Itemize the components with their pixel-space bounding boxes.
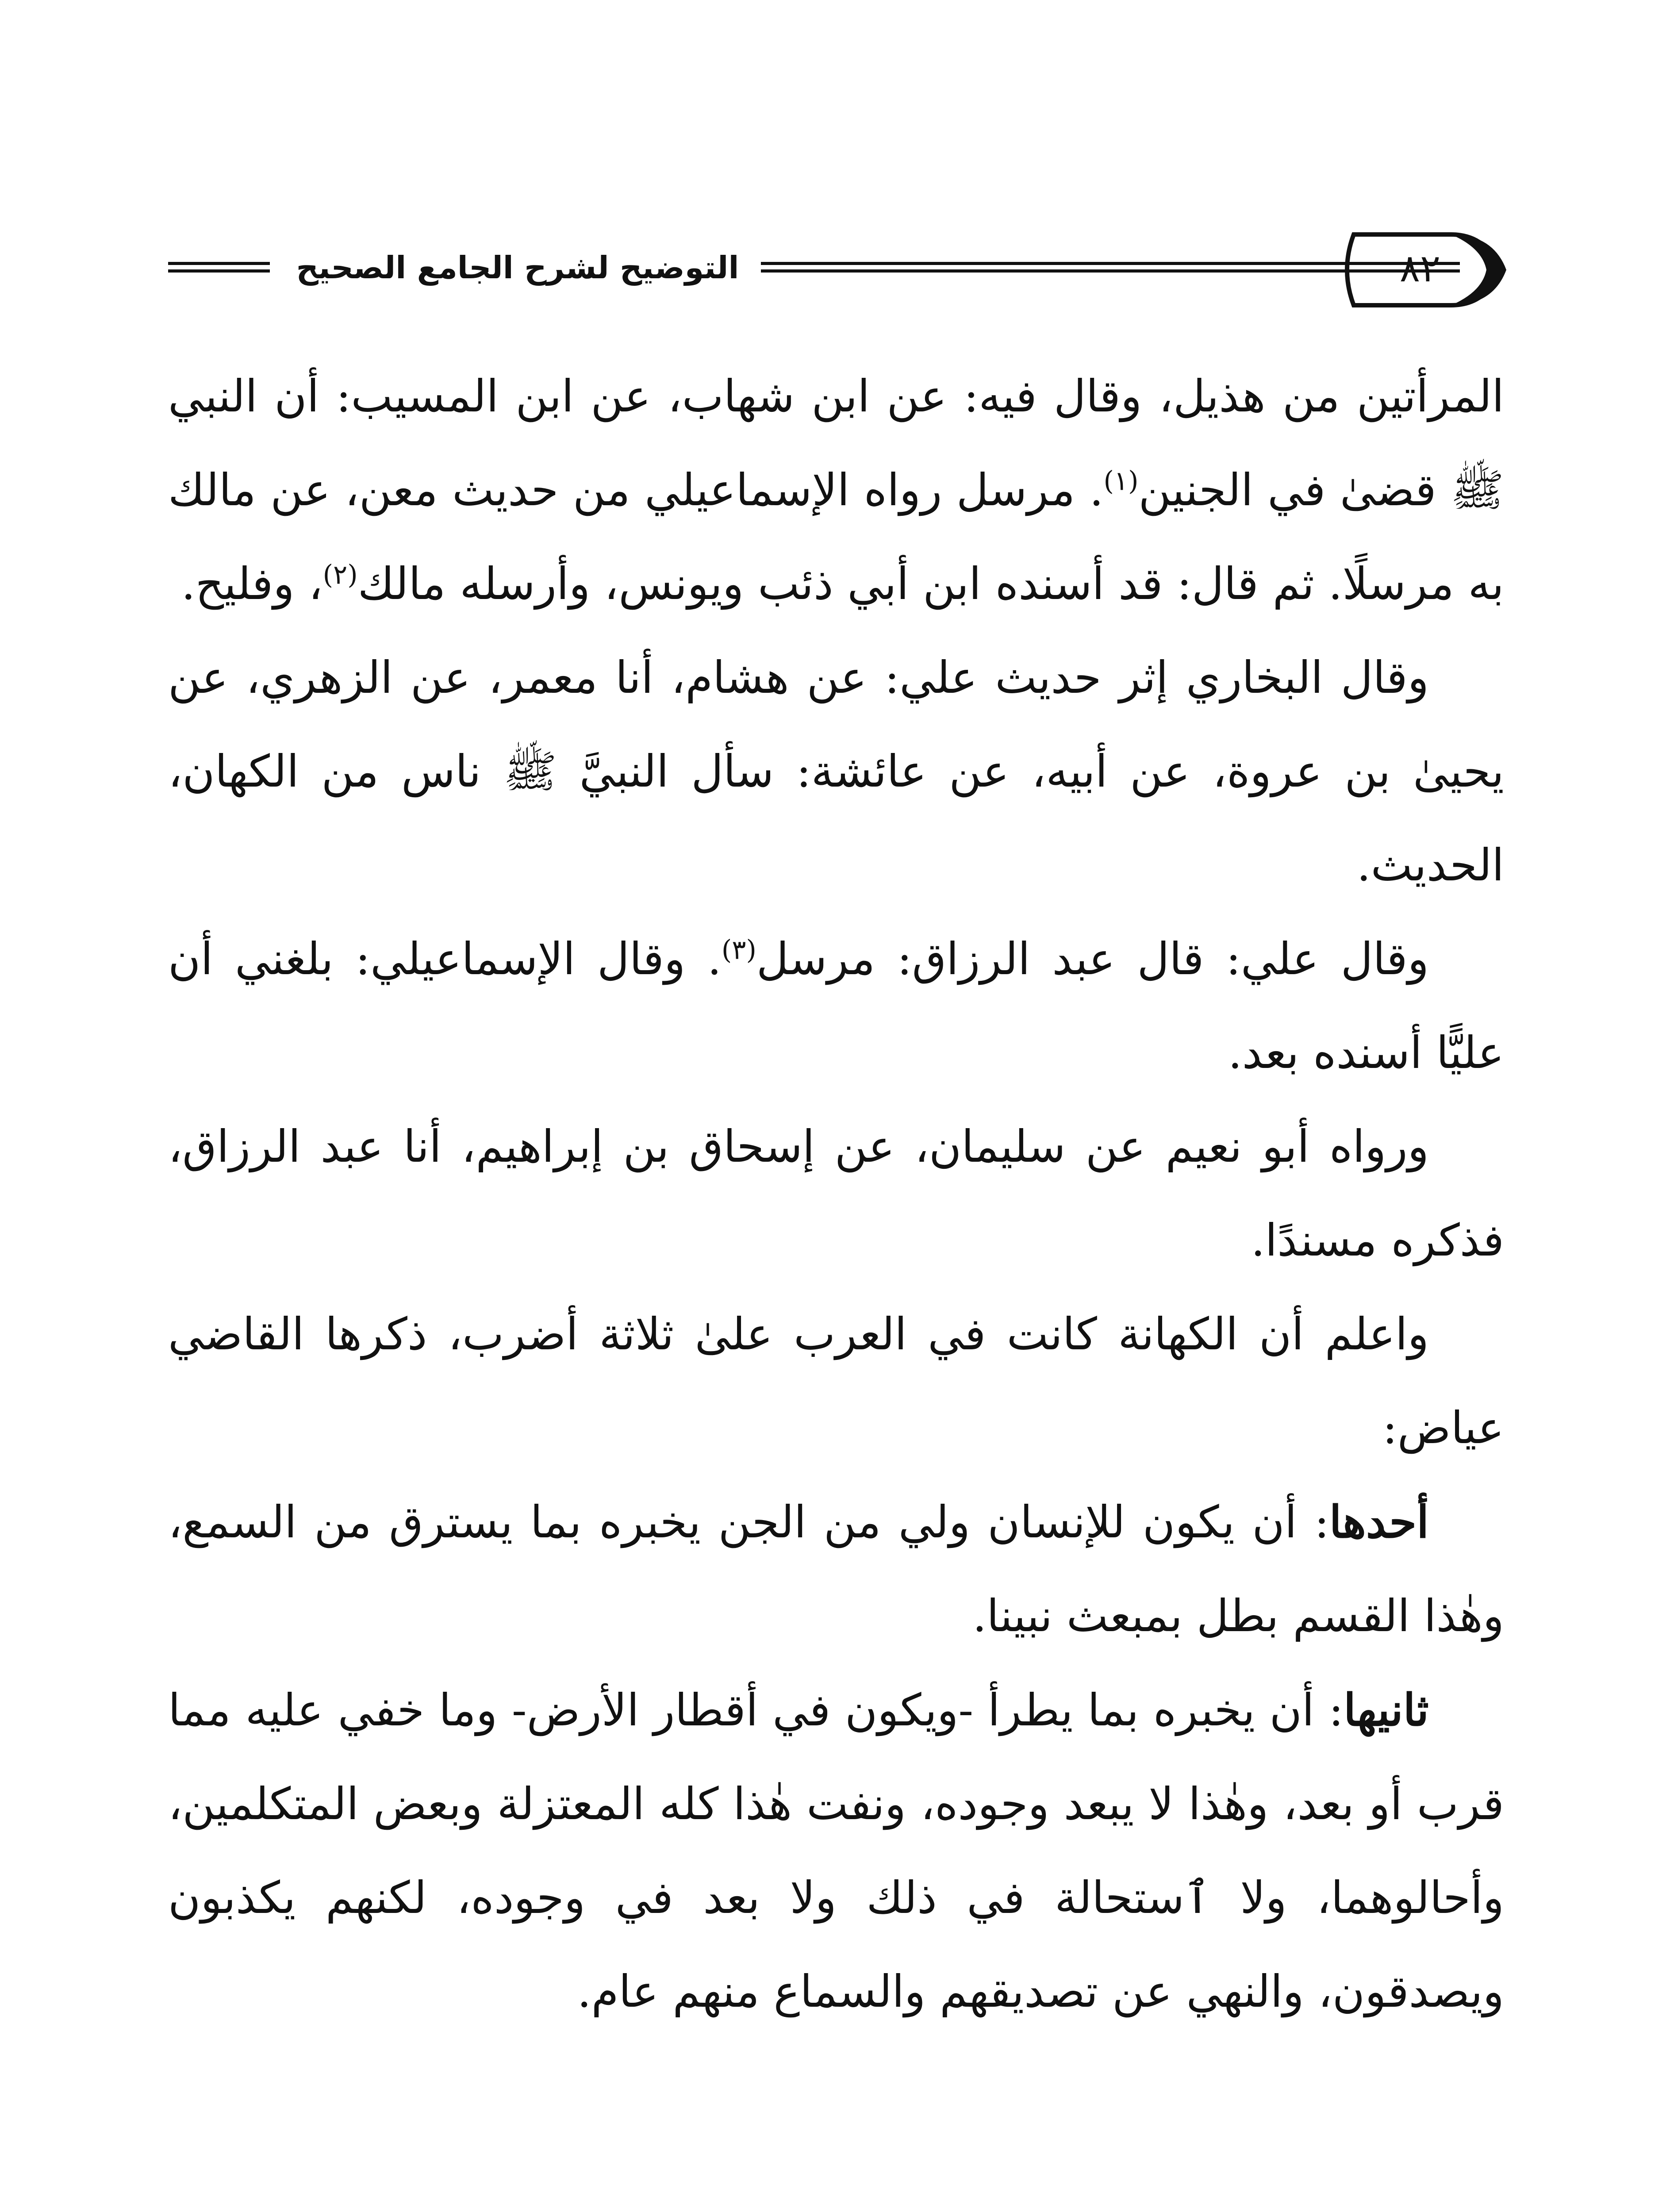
footnote-ref-3: (٣) xyxy=(721,934,756,966)
paragraph-3 xyxy=(168,912,1504,1100)
paragraph-2: وقال البخاري إثر حديث علي: عن هشام، أنا معمر، عن الزهري، عن يحيىٰ بن عروة، عن أبيه، عن عائشة: سأل النبيَّ ﷺ ناس من الكهان، الحديث. xyxy=(168,652,1504,891)
paragraph-6 xyxy=(168,1475,1504,1663)
lead-word-first: أحدها xyxy=(1329,1496,1429,1548)
footnote-ref-1: (١) xyxy=(1103,465,1139,497)
page-number: ٨٢ xyxy=(1399,246,1441,291)
main-text xyxy=(168,349,1504,2039)
paragraph-text: . وقال الإسماعيلي: بلغني أن عليًّا أسنده بعد. xyxy=(168,933,1504,1079)
paragraph-5: واعلم أن الكهانة كانت في العرب علىٰ ثلاثة أضرب، ذكرها القاضي عياض: xyxy=(168,1308,1504,1454)
paragraph-4: ورواه أبو نعيم عن سليمان، عن إسحاق بن إبراهيم، أنا عبد الرزاق، فذكره مسندًا. xyxy=(168,1121,1504,1266)
page-header xyxy=(168,226,1504,314)
paragraph-text: وقال علي: قال عبد الرزاق: مرسل xyxy=(756,933,1429,985)
paragraph-text: : أن يكون للإنسان ولي من الجن يخبره بما يسترق من السمع، وهٰذا القسم بطل بمبعث نبينا. xyxy=(168,1496,1504,1642)
paragraph-text: . مرسل رواه الإسماعيلي من حديث معن، عن مالك به مرسلًا. ثم قال: قد أسنده ابن أبي ذئب ويونس، وأرسله مالك xyxy=(168,464,1504,610)
paragraph-text: : أن يخبره بما يطرأ -ويكون في أقطار الأرض- وما خفي عليه مما قرب أو بعد، وهٰذا لا يبعد وجوده، ونفت هٰذا كله المعتزلة وبعض المتكلمين، وأحالوهما، ولا ٱستحالة في ذلك ولا بعد في وجوده، لكنهم يكذبون ويصدقون، والنهي عن تصديقهم والسماع منهم عام. xyxy=(168,1684,1504,2017)
paragraph-text: ، وفليح. xyxy=(181,558,323,610)
paragraph-1 xyxy=(168,349,1504,631)
paragraph-7 xyxy=(168,1663,1504,2039)
footnote-ref-2: (٢) xyxy=(322,559,358,591)
lead-word-second: ثانيها xyxy=(1344,1684,1429,1736)
paragraph-text: المرأتين من هذيل، وقال فيه: عن ابن شهاب، عن ابن المسيب: أن النبي ﷺ قضىٰ في الجنين xyxy=(168,370,1504,516)
header-rule-left xyxy=(168,262,270,273)
running-title: التوضيح لشرح الجامع الصحيح xyxy=(296,250,739,286)
